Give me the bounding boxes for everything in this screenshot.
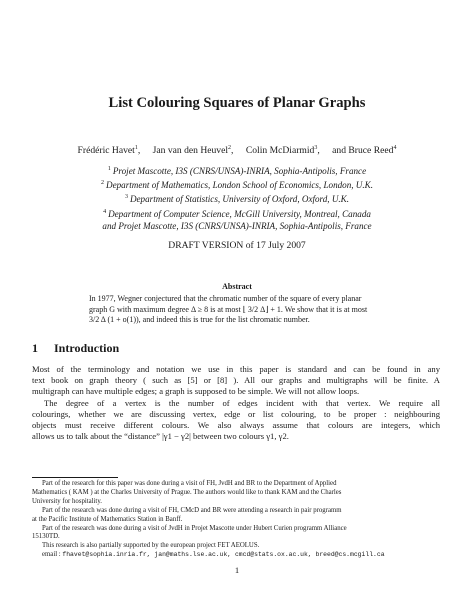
affiliation: $^4$ Department of Computer Science, McGill University, Montreal, Canada and Projet Mascotte, I3S (CNRS/UNSA)-INRIA, Sophia-Antipolis, France <box>102 209 372 232</box>
abstract-heading: Abstract <box>222 282 252 291</box>
footnote-line: University for hospitality. <box>32 497 102 505</box>
author: Jan van den Heuvel$^2$, <box>152 145 234 157</box>
body-line: text book on graph theory ( such as [5] or [8] ). All our graphs and multigraphs will be finite. A <box>32 375 440 386</box>
body-line: allows us to talk about the “distance” |γ1 − γ2| between two colours γ1, γ2. <box>32 431 289 442</box>
abstract-line: 3/2 Δ (1 + o(1)), and indeed this is true for the list chromatic number. <box>89 315 310 325</box>
body-line: colourings, whether we are discussing vertex, edge or list colouring, to be proper : neighbouring <box>32 408 440 419</box>
draft-version: DRAFT VERSION of 17 July 2007 <box>168 240 306 251</box>
footnote-line: 15130TD. <box>32 533 60 541</box>
section-number: 1 <box>32 341 38 355</box>
footnote-line: Part of the research for this paper was done during a visit of FH, JvdH and BR to the Department of Applied <box>42 480 337 487</box>
abstract-line: In 1977, Wegner conjectured that the chromatic number of the square of every planar <box>89 294 362 303</box>
footnote-rule <box>32 477 118 478</box>
page-number: 1 <box>234 565 240 575</box>
body-line: multigraph can have multiple edges; a graph is supposed to be simple. We will not allow loops. <box>32 386 360 397</box>
email-line <box>32 551 440 560</box>
body-line: Most of the terminology and notation we use in this paper is standard and can be found in any <box>32 364 440 374</box>
author: and Bruce Reed$^4$ <box>332 145 397 157</box>
affiliation: $^3$ Department of Statistics, University of Oxford, Oxford, U.K. <box>124 194 350 205</box>
section-heading <box>32 341 119 356</box>
affiliation: $^2$ Department of Mathematics, London School of Economics, London, U.K. <box>101 180 373 191</box>
author-list <box>0 145 474 156</box>
footnote-line: This research is also partially supported by the european project FET AEOLUS. <box>42 542 260 550</box>
section-title: Introduction <box>54 341 120 355</box>
footnote-line: Mathematics ( KAM ) at the Charles University of Prague. The authors would like to thank KAM and the Charles <box>32 488 342 496</box>
paper-title: List Colouring Squares of Planar Graphs <box>108 95 366 111</box>
email-addresses: fhavet@sophia.inria.fr, jan@maths.lse.ac.uk, cmcd@stats.ox.ac.uk, breed@cs.mcgill.ca <box>62 551 385 559</box>
author: Frédéric Havet$^1$, <box>77 145 141 157</box>
body-line: objects must receive different colours. We also always assume that colours are integers, which <box>32 420 440 431</box>
footnote-line: Part of the research was done during a visit of FH, CMcD and BR were attending a research in pair programm <box>42 506 342 514</box>
footnote-line: Part of the research was done during a visit of JvdH in Projet Mascotte under Hubert Curien programm Alliance <box>42 524 347 532</box>
footnote-line: at the Pacific Institute of Mathematics Station in Banff. <box>32 515 183 523</box>
footnotes <box>32 480 440 560</box>
email-label: email : <box>42 551 61 559</box>
body-text <box>32 364 440 442</box>
abstract-line: graph G with maximum degree Δ ≥ 8 is at most ⌊ 3/2 Δ⌋ + 1. We show that it is at most <box>89 304 368 314</box>
body-line: The degree of a vertex is the number of edges incident with that vertex. We require all <box>44 397 440 408</box>
abstract-text <box>89 294 386 326</box>
author: Colin McDiarmid$^3$, <box>245 145 320 157</box>
affiliation: $^1$ Projet Mascotte, I3S (CNRS/UNSA)-INRIA, Sophia-Antipolis, France <box>107 166 367 177</box>
